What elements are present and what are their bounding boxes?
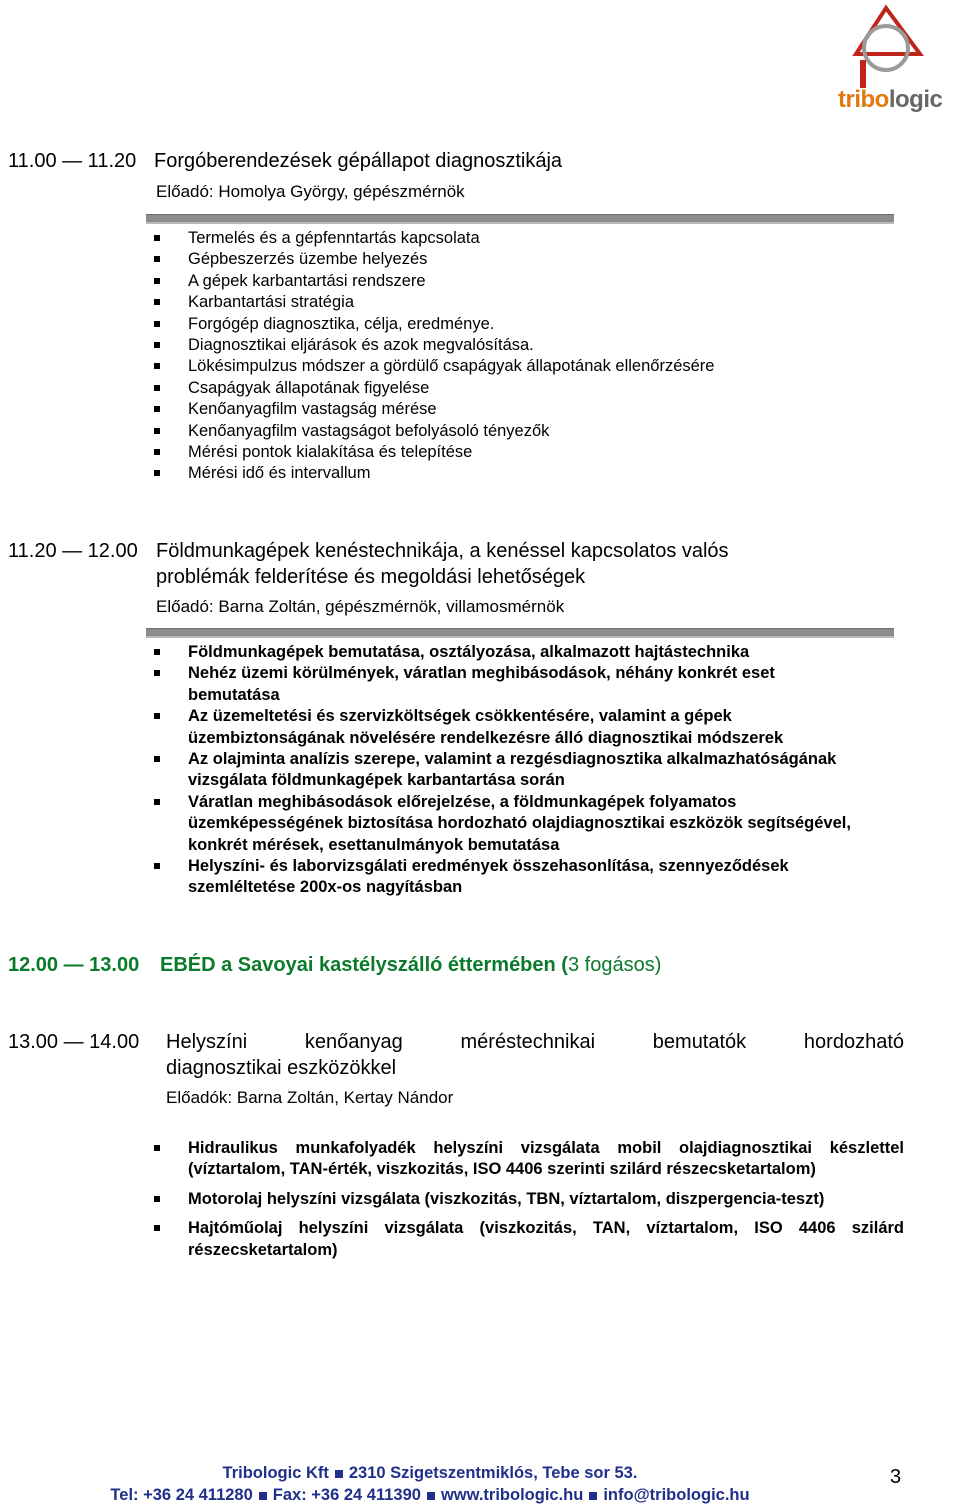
- bullet-icon: [154, 363, 160, 369]
- bullet-icon: [154, 449, 160, 455]
- tribologic-logo: [820, 2, 952, 114]
- session3-title-line1: Helyszíni kenőanyag méréstechnikai bemutatók hordozható: [166, 1031, 904, 1053]
- session2-title-line1: Földmunkagépek kenéstechnikája, a kenéssel kapcsolatos valós: [156, 540, 729, 562]
- bullet-icon: [154, 649, 160, 655]
- bullet-icon: [154, 278, 160, 284]
- list-item: Kenőanyagfilm vastagságot befolyásoló tényezők: [154, 421, 874, 442]
- list-item: Nehéz üzemi körülmények, váratlan meghibásodások, néhány konkrét eset bemutatása: [154, 663, 854, 706]
- logo-wordmark: tribologic: [838, 86, 943, 113]
- session2-topic-list: [154, 642, 854, 899]
- footer-line2: Tel: +36 24 411280 Fax: +36 24 411390 www.tribologic.hu info@tribologic.hu: [110, 1486, 750, 1504]
- bullet-icon: [154, 428, 160, 434]
- session2-speaker: Előadó: Barna Zoltán, gépészmérnök, villamosmérnök: [156, 597, 565, 616]
- list-item: Kenőanyagfilm vastagság mérése: [154, 399, 874, 420]
- bullet-icon: [154, 235, 160, 241]
- bullet-icon: [154, 1145, 160, 1151]
- list-item: Helyszíni- és laborvizsgálati eredmények összehasonlítása, szennyeződések szemléltetése 200x-os nagyításban: [154, 856, 854, 899]
- bullet-icon: [154, 713, 160, 719]
- bullet-icon: [154, 756, 160, 762]
- lunch-heading: [8, 952, 661, 978]
- list-item: Váratlan meghibásodások előrejelzése, a földmunkagépek folyamatos üzemképességének biztosítása hordozható olajdiagnosztikai eszközök segítségével, konkrét mérések, esettanulmányok bemutatása: [154, 792, 854, 856]
- list-item: Az olajminta analízis szerepe, valamint a rezgésdiagnosztika alkalmazhatóságának vizsgálata földmunkagépek karbantartása során: [154, 749, 854, 792]
- list-item: Termelés és a gépfenntartás kapcsolata: [154, 228, 874, 249]
- list-item: Földmunkagépek bemutatása, osztályozása, alkalmazott hajtástechnika: [154, 642, 854, 663]
- bullet-icon: [154, 342, 160, 348]
- session1-speaker: Előadó: Homolya György, gépészmérnök: [156, 182, 465, 201]
- bullet-icon: [154, 863, 160, 869]
- lunch-title: EBÉD a Savoyai kastélyszálló éttermében (: [160, 954, 568, 976]
- list-item: Lökésimpulzus módszer a gördülő csapágyak állapotának ellenőrzésére: [154, 356, 874, 377]
- list-item: Csapágyak állapotának figyelése: [154, 378, 874, 399]
- bullet-icon: [154, 799, 160, 805]
- bullet-icon: [154, 470, 160, 476]
- footer-line1: Tribologic Kft 2310 Szigetszentmiklós, Tebe sor 53.: [222, 1464, 638, 1482]
- list-item: Diagnosztikai eljárások és azok megvalósítása.: [154, 335, 874, 356]
- list-item: Mérési pontok kialakítása és telepítése: [154, 442, 874, 463]
- session3-topic-list: [154, 1138, 904, 1261]
- list-item: Karbantartási stratégia: [154, 292, 874, 313]
- bullet-icon: [154, 385, 160, 391]
- session2-time: 11.20 — 12.00: [8, 540, 138, 562]
- list-item: Motorolaj helyszíni vizsgálata (viszkozitás, TBN, víztartalom, diszpergencia-teszt): [154, 1189, 904, 1210]
- session1-topic-list: [154, 228, 874, 485]
- bullet-icon: [154, 670, 160, 676]
- list-item: Mérési idő és intervallum: [154, 463, 874, 484]
- bullet-icon: [154, 299, 160, 305]
- list-item: Hidraulikus munkafolyadék helyszíni vizsgálata mobil olajdiagnosztikai készlettel (víztartalom, TAN-érték, viszkozitás, ISO 4406 szerinti szilárd részecsketartalom): [154, 1138, 904, 1181]
- bullet-icon: [154, 256, 160, 262]
- footer: [0, 1462, 860, 1506]
- session2-heading: [8, 538, 908, 590]
- session1-time: 11.00 — 11.20: [8, 150, 137, 172]
- session1-heading: [8, 148, 562, 174]
- square-separator-icon: [589, 1492, 597, 1500]
- list-item: Gépbeszerzés üzembe helyezés: [154, 249, 874, 270]
- bullet-icon: [154, 1225, 160, 1231]
- bullet-icon: [154, 406, 160, 412]
- square-separator-icon: [335, 1470, 343, 1478]
- list-item: A gépek karbantartási rendszere: [154, 271, 874, 292]
- list-item: Az üzemeltetési és szervizköltségek csökkentésére, valamint a gépek üzembiztonságának növelésére rendelkezésre álló diagnosztikai módszerek: [154, 706, 854, 749]
- bullet-icon: [154, 321, 160, 327]
- square-separator-icon: [427, 1492, 435, 1500]
- website-link[interactable]: www.tribologic.hu: [440, 1486, 584, 1504]
- session3-heading: [8, 1029, 904, 1081]
- page-number: 3: [890, 1466, 902, 1488]
- session2-title-line2: problémák felderítése és megoldási lehetőségek: [156, 566, 586, 588]
- email-link[interactable]: info@tribologic.hu: [603, 1486, 750, 1504]
- divider-line: [146, 214, 894, 224]
- lunch-title-note: 3 fogásos): [567, 954, 662, 976]
- session3-time: 13.00 — 14.00: [8, 1031, 140, 1053]
- session1-title: Forgóberendezések gépállapot diagnosztikája: [154, 150, 563, 172]
- session3-title-line2: diagnosztikai eszközökkel: [166, 1057, 397, 1079]
- logo-emblem-icon: [820, 2, 952, 92]
- square-separator-icon: [259, 1492, 267, 1500]
- bullet-icon: [154, 1196, 160, 1202]
- list-item: Hajtóműolaj helyszíni vizsgálata (viszkozitás, TAN, víztartalom, ISO 4406 szilárd részecsketartalom): [154, 1218, 904, 1261]
- session3-speaker: Előadók: Barna Zoltán, Kertay Nándor: [166, 1088, 454, 1107]
- divider-line: [146, 628, 894, 638]
- list-item: Forgógép diagnosztika, célja, eredménye.: [154, 314, 874, 335]
- lunch-time: 12.00 — 13.00: [8, 954, 140, 976]
